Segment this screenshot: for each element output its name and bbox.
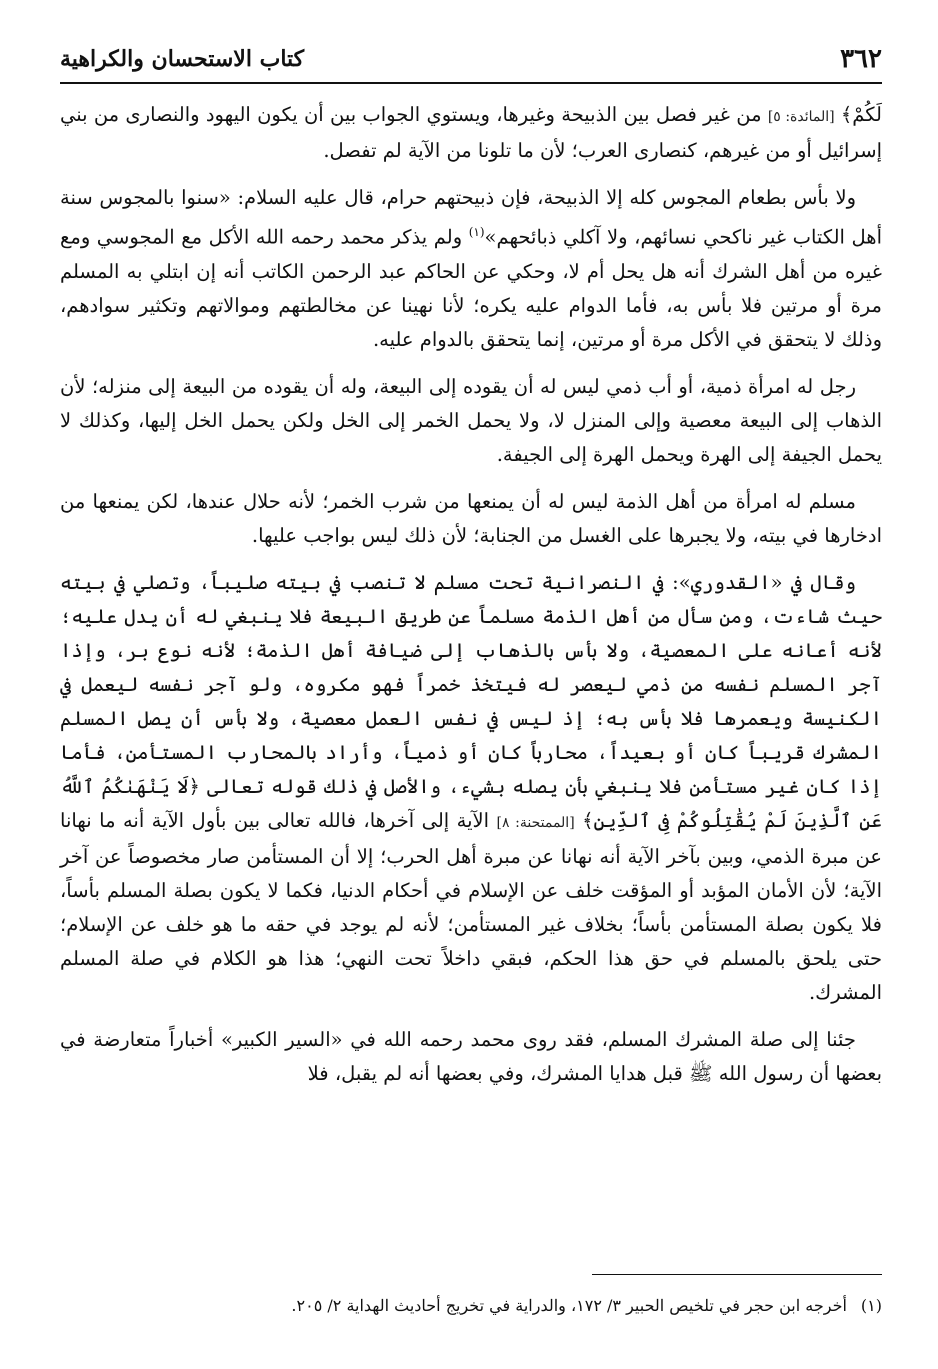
paragraph-text: مسلم له امرأة من أهل الذمة ليس له أن يمنعها من شرب الخمر؛ لأنه حلال عندها، لكن يمنعها من ادخارها في بيته، ولا يجبرها على الغسل من الجنابة؛ لأن ذلك ليس بواجب عليها. [60, 489, 882, 547]
page-header [60, 34, 882, 84]
footnotes [60, 1292, 882, 1320]
page-number: ٣٦٢ [840, 44, 882, 74]
footnote-item [60, 1292, 882, 1320]
footnote-divider [592, 1274, 882, 1275]
footnote-marker[interactable]: (١) [468, 225, 485, 239]
paragraph-text: ولا بأس بطعام المجوس كله إلا الذبيحة، فإن ذبيحتهم حرام، قال عليه السلام: «سنوا بالمجوس سنة أهل الكتاب غير ناكحي نسائهم، ولا آكلي ذبائحهم» [60, 186, 882, 249]
paragraph-5 [60, 566, 882, 1010]
paragraph-1 [60, 98, 882, 168]
paragraph-text: رجل له امرأة ذمية، أو أب ذمي ليس له أن يقوده إلى البيعة، وله أن يقوده من البيعة إلى منزله؛ لأن الذهاب إلى البيعة معصية وإلى المنزل لا، ولا يحمل الخمر إلى الخل ولكن يحمل الخل إليها، وكذلك لا يحمل الجيفة إلى الهرة ويحمل الهرة إلى الجيفة. [60, 374, 882, 466]
book-title: كتاب الاستحسان والكراهية [60, 46, 305, 72]
paragraph-text: جئنا إلى صلة المشرك المسلم، فقد روى محمد رحمه الله في «السير الكبير» أخباراً متعارضة في بعضها أن رسول الله ﷺ قبل هدايا المشرك، وفي بعضها أنه لم يقبل، فلا [60, 1027, 882, 1085]
page [60, 34, 882, 1344]
paragraph-text: من غير فصل بين الذبيحة وغيرها، ويستوي الجواب بين أن يكون اليهود والنصارى من بني إسرائيل أو من غيرهم، كنصارى العرب؛ لأن ما تلونا من الآية لم تفصل. [60, 103, 882, 162]
body-text [60, 98, 882, 1091]
quran-reference: [المائدة: ٥] [767, 109, 835, 125]
paragraph-text: ولم يذكر محمد رحمه الله الأكل مع المجوسي ومع غيره من أهل الشرك أنه هل يحل أم لا، وحكي عن الحاكم عبد الرحمن الكاتب أنه إن ابتلي به المسلم مرة أو مرتين فلا بأس به، فأما الدوام عليه يكره؛ لأنا نهينا عن مخالطتهم وموالاتهم وتكثير سوادهم، وذلك لا يتحقق في الأكل مرة أو مرتين، إنما يتحقق بالدوام عليه. [60, 225, 882, 351]
paragraph-4 [60, 485, 882, 553]
quran-reference: [الممتحنة: ٨] [496, 814, 575, 831]
footnote-text: أخرجه ابن حجر في تلخيص الحبير ٣/ ١٧٢، والدراية في تخريج أحاديث الهداية ٢/ ٢٠٥. [291, 1296, 847, 1315]
paragraph-text: الآية إلى آخرها، فالله تعالى بين بأول الآية أنه ما نهانا عن مبرة الذمي، وبين بآخر الآية أنه نهانا عن مبرة أهل الحرب؛ إلا أن المستأمن صار مخصوصاً عن آخر الآية؛ لأن الأمان المؤبد أو المؤقت خلف عن الإسلام في أحكام الدنيا، فكما لا يكون بصلة المسلم بأساً، فلا يكون بصلة المستأمن بأساً؛ بخلاف غير المستأمن؛ لأنه لم يوجد في حقه ما هو خلف عن الإسلام؛ حتى يلحق بالمسلم في حق هذا الحكم، فبقي داخلاً تحت النهي؛ هذا هو الكلام في صلة المسلم المشرك. [60, 808, 882, 1004]
paragraph-6 [60, 1023, 882, 1091]
paragraph-3 [60, 370, 882, 472]
paragraph-2 [60, 181, 882, 357]
paragraph-text: لَكُمْ﴾ [834, 103, 882, 126]
paragraph-text: وقال في «القدوري»: في النصرانية تحت مسلم لا تنصب في بيته صليباً، وتصلي في بيته حيث شاءت، ومن سأل من أهل الذمة مسلماً عن طريق البيعة فلا ينبغي له أن يدل عليه؛ لأنه أعانه على المعصية، ولا بأس بالذهاب إلى ضيافة أهل الذمة؛ لأنه نوع بر، وإذا آجر المسلم نفسه من ذمي ليعصر له فيتخذ خمراً فهو مكروه، ولو آجر نفسه ليعمل في الكنيسة ويعمرها فلا بأس به؛ إذ ليس في نفس العمل معصية، ولا بأس أن يصل المسلم المشرك قريباً كان أو بعيداً، محارباً كان أو ذمياً، وأراد بالمحارب المستأمن، فأما إذا كان غير مستأمن فلا ينبغي بأن يصله بشيء، والأصل في ذلك قوله تعالى ﴿لَا يَنْهَىٰكُمُ ٱللَّهُ عَنِ ٱلَّذِينَ لَمْ يُقَٰتِلُوكُمْ فِى ٱلدِّينِ﴾ [60, 570, 883, 832]
footnote-number: (١) [860, 1296, 882, 1315]
